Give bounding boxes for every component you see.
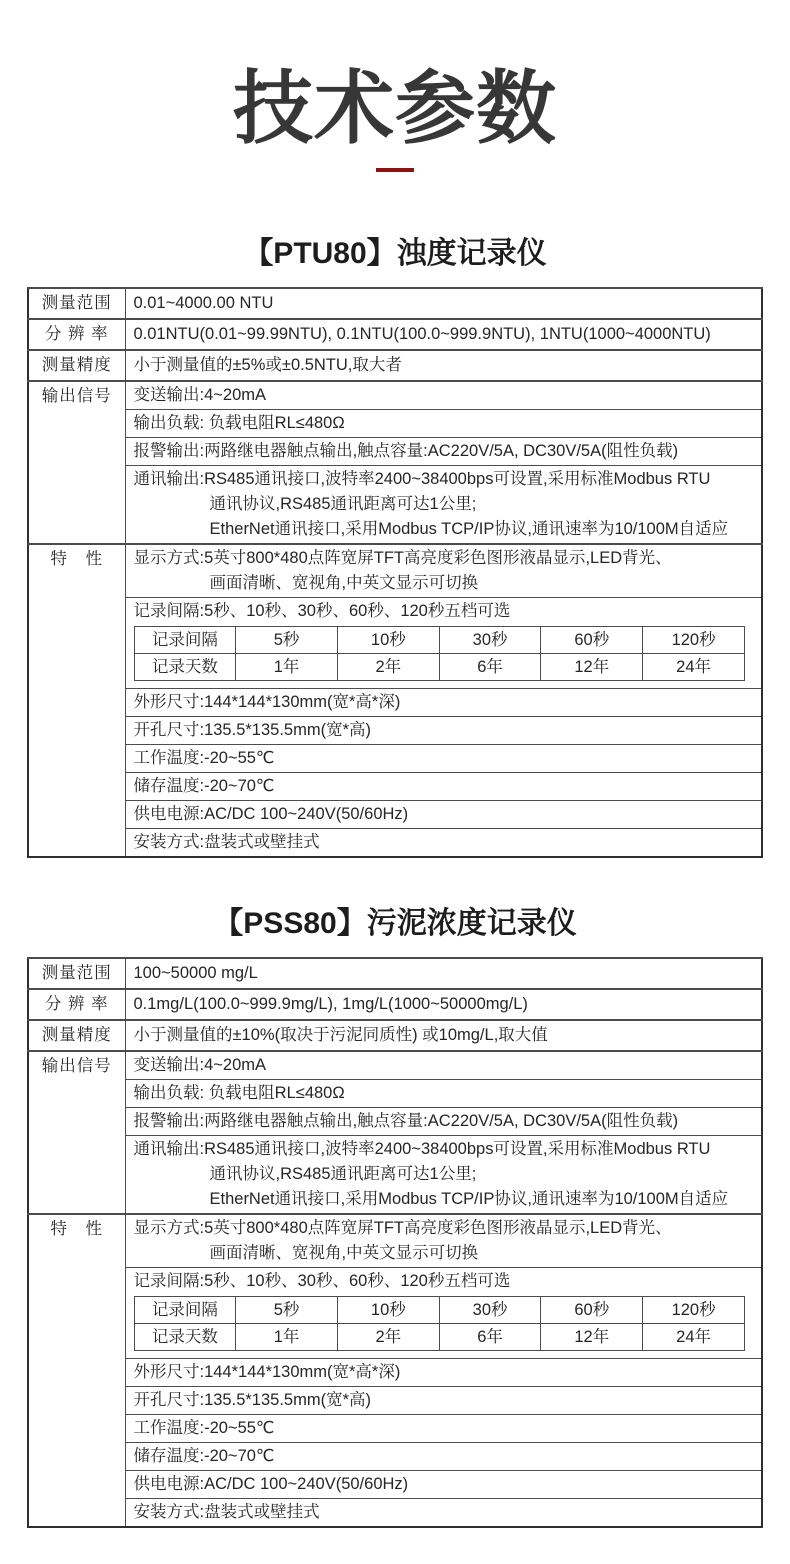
spec-table-pss80	[27, 957, 763, 1528]
table-row	[28, 1358, 762, 1386]
comm-line-3: EtherNet通讯接口,采用Modbus TCP/IP协议,通讯速率为10/100M自适应	[209, 1189, 729, 1208]
row-value-transmit-output: 变送输出:4~20mA	[125, 1051, 762, 1080]
row-value-resolution: 0.1mg/L(100.0~999.9mg/L), 1mg/L(1000~50000mg/L)	[125, 989, 762, 1020]
table-row	[28, 1051, 762, 1080]
table-row	[28, 1135, 762, 1214]
table-row	[28, 465, 762, 544]
table-row	[28, 828, 762, 857]
record-interval-cell: 120秒	[643, 1296, 745, 1323]
table-row	[28, 1107, 762, 1135]
comm-line-1: 通讯输出:RS485通讯接口,波特率2400~38400bps可设置,采用标准Modbus RTU	[133, 469, 711, 488]
row-value-dimensions: 外形尺寸:144*144*130mm(宽*高*深)	[125, 1358, 762, 1386]
table-row	[28, 1442, 762, 1470]
record-days-cell: 6年	[439, 653, 541, 680]
title-divider	[376, 168, 414, 172]
row-value-range: 0.01~4000.00 NTU	[125, 288, 762, 319]
record-days-label: 记录天数	[134, 653, 236, 680]
row-value-mounting: 安装方式:盘装式或壁挂式	[125, 828, 762, 857]
display-line-2: 画面清晰、宽视角,中英文显示可切换	[209, 1243, 479, 1262]
record-interval-cell: 5秒	[236, 1296, 338, 1323]
table-row	[28, 319, 762, 350]
table-row	[28, 1414, 762, 1442]
table-row	[28, 288, 762, 319]
table-row	[28, 597, 762, 688]
record-interval-cell: 30秒	[439, 626, 541, 653]
row-value-power-supply: 供电电源:AC/DC 100~240V(50/60Hz)	[125, 1470, 762, 1498]
row-value-alarm-output: 报警输出:两路继电器触点输出,触点容量:AC220V/5A, DC30V/5A(阻性负载)	[125, 437, 762, 465]
comm-line-3: EtherNet通讯接口,采用Modbus TCP/IP协议,通讯速率为10/100M自适应	[209, 519, 729, 538]
record-interval-label: 记录间隔	[134, 1296, 236, 1323]
row-value-record-interval	[125, 597, 762, 688]
row-value-transmit-output: 变送输出:4~20mA	[125, 381, 762, 410]
record-days-cell: 2年	[337, 1323, 439, 1350]
table-row	[28, 772, 762, 800]
row-value-cutout: 开孔尺寸:135.5*135.5mm(宽*高)	[125, 1386, 762, 1414]
record-interval-cell: 10秒	[337, 1296, 439, 1323]
table-row	[28, 437, 762, 465]
row-value-display-mode	[125, 1214, 762, 1268]
row-label-output-signal: 输出信号	[28, 381, 125, 544]
comm-line-2: 通讯协议,RS485通讯距离可达1公里;	[209, 1164, 477, 1183]
table-row	[28, 958, 762, 989]
row-label-range: 测量范围	[28, 288, 125, 319]
table-row	[28, 544, 762, 598]
record-days-cell: 24年	[643, 1323, 745, 1350]
record-days-cell: 1年	[236, 653, 338, 680]
table-row	[28, 688, 762, 716]
row-label-accuracy: 测量精度	[28, 350, 125, 381]
display-line-1: 显示方式:5英寸800*480点阵宽屏TFT高亮度彩色图形液晶显示,LED背光、	[133, 1218, 672, 1237]
row-value-power-supply: 供电电源:AC/DC 100~240V(50/60Hz)	[125, 800, 762, 828]
display-line-2: 画面清晰、宽视角,中英文显示可切换	[209, 573, 479, 592]
section-heading-ptu80: 【PTU80】浊度记录仪	[243, 236, 547, 270]
row-value-display-mode	[125, 544, 762, 598]
record-interval-row	[134, 1296, 745, 1323]
row-value-output-load: 输出负载: 负载电阻RL≤480Ω	[125, 409, 762, 437]
row-value-output-load: 输出负载: 负载电阻RL≤480Ω	[125, 1079, 762, 1107]
record-interval-cell: 5秒	[236, 626, 338, 653]
record-days-cell: 12年	[541, 653, 643, 680]
table-row	[28, 1079, 762, 1107]
row-value-working-temp: 工作温度:-20~55℃	[125, 744, 762, 772]
row-value-dimensions: 外形尺寸:144*144*130mm(宽*高*深)	[125, 688, 762, 716]
record-interval-cell: 120秒	[643, 626, 745, 653]
record-days-cell: 2年	[337, 653, 439, 680]
comm-line-2: 通讯协议,RS485通讯距离可达1公里;	[209, 494, 477, 513]
table-row	[28, 744, 762, 772]
row-value-mounting: 安装方式:盘装式或壁挂式	[125, 1498, 762, 1527]
record-days-cell: 12年	[541, 1323, 643, 1350]
table-row	[28, 1470, 762, 1498]
record-interval-cell: 10秒	[337, 626, 439, 653]
row-label-resolution: 分 辨 率	[28, 319, 125, 350]
spec-table-ptu80	[27, 287, 763, 858]
table-row	[28, 989, 762, 1020]
row-label-features: 特 性	[28, 1214, 125, 1527]
record-interval-cell: 60秒	[541, 626, 643, 653]
display-line-1: 显示方式:5英寸800*480点阵宽屏TFT高亮度彩色图形液晶显示,LED背光、	[133, 548, 672, 567]
row-value-range: 100~50000 mg/L	[125, 958, 762, 989]
row-value-cutout: 开孔尺寸:135.5*135.5mm(宽*高)	[125, 716, 762, 744]
table-row	[28, 1020, 762, 1051]
row-label-output-signal: 输出信号	[28, 1051, 125, 1214]
record-days-cell: 24年	[643, 653, 745, 680]
section-heading-pss80: 【PSS80】污泥浓度记录仪	[213, 906, 577, 940]
record-days-row	[134, 653, 745, 680]
row-value-accuracy: 小于测量值的±10%(取决于污泥同质性) 或10mg/L,取大值	[125, 1020, 762, 1051]
record-interval-row	[134, 626, 745, 653]
row-value-alarm-output: 报警输出:两路继电器触点输出,触点容量:AC220V/5A, DC30V/5A(阻性负载)	[125, 1107, 762, 1135]
row-value-storage-temp: 储存温度:-20~70℃	[125, 1442, 762, 1470]
comm-line-1: 通讯输出:RS485通讯接口,波特率2400~38400bps可设置,采用标准Modbus RTU	[133, 1139, 711, 1158]
record-interval-cell: 60秒	[541, 1296, 643, 1323]
row-value-working-temp: 工作温度:-20~55℃	[125, 1414, 762, 1442]
row-value-record-interval	[125, 1267, 762, 1358]
row-label-resolution: 分 辨 率	[28, 989, 125, 1020]
record-days-cell: 1年	[236, 1323, 338, 1350]
record-days-row	[134, 1323, 745, 1350]
row-value-accuracy: 小于测量值的±5%或±0.5NTU,取大者	[125, 350, 762, 381]
record-interval-text: 记录间隔:5秒、10秒、30秒、60秒、120秒五档可选	[133, 601, 511, 620]
row-value-comm-output	[125, 1135, 762, 1214]
table-row	[28, 716, 762, 744]
row-value-comm-output	[125, 465, 762, 544]
record-interval-table	[134, 626, 746, 681]
record-interval-label: 记录间隔	[134, 626, 236, 653]
page-title: 技术参数	[233, 64, 557, 153]
row-value-storage-temp: 储存温度:-20~70℃	[125, 772, 762, 800]
record-interval-table	[134, 1296, 746, 1351]
table-row	[28, 1498, 762, 1527]
record-days-cell: 6年	[439, 1323, 541, 1350]
table-row	[28, 381, 762, 410]
table-row	[28, 1386, 762, 1414]
table-row	[28, 350, 762, 381]
table-row	[28, 409, 762, 437]
table-row	[28, 1214, 762, 1268]
row-value-resolution: 0.01NTU(0.01~99.99NTU), 0.1NTU(100.0~999.9NTU), 1NTU(1000~4000NTU)	[125, 319, 762, 350]
row-label-accuracy: 测量精度	[28, 1020, 125, 1051]
row-label-range: 测量范围	[28, 958, 125, 989]
record-days-label: 记录天数	[134, 1323, 236, 1350]
table-row	[28, 1267, 762, 1358]
record-interval-cell: 30秒	[439, 1296, 541, 1323]
table-row	[28, 800, 762, 828]
record-interval-text: 记录间隔:5秒、10秒、30秒、60秒、120秒五档可选	[133, 1271, 511, 1290]
row-label-features: 特 性	[28, 544, 125, 857]
